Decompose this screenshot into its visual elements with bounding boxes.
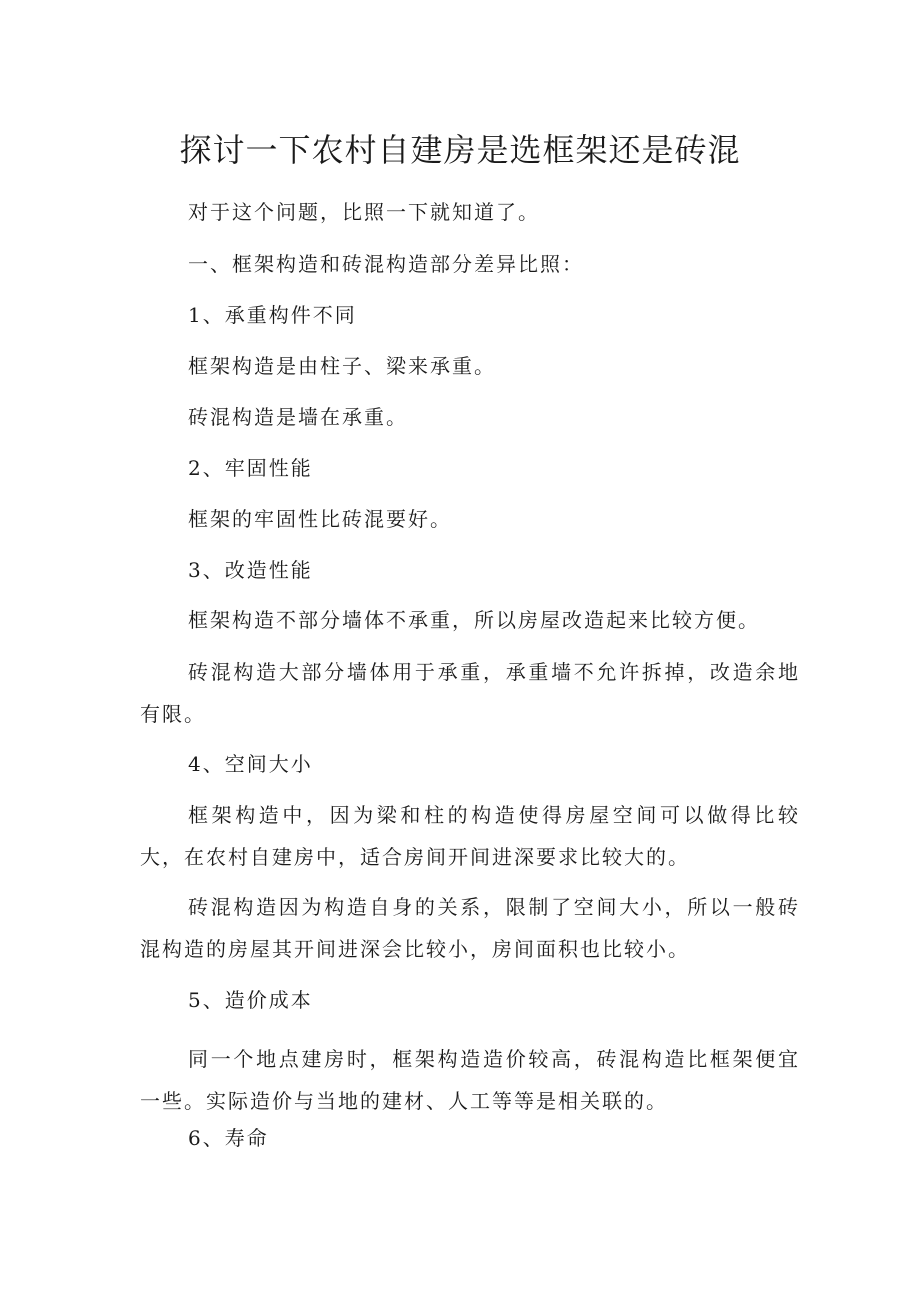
paragraph-cost: 同一个地点建房时，框架构造造价较高，砖混构造比框架便宜一些。实际造价与当地的建材、人工等等是相关联的。	[140, 1047, 800, 1113]
paragraph-brick-load: 砖混构造是墙在承重。	[188, 405, 408, 429]
paragraph-frame-renovation: 框架构造不部分墙体不承重，所以房屋改造起来比较方便。	[188, 608, 760, 632]
paragraph-frame-space: 框架构造中，因为梁和柱的构造使得房屋空间可以做得比较大，在农村自建房中，适合房间开间进深要求比较大的。	[140, 803, 800, 869]
subheading-lifespan: 6、寿命	[188, 1126, 269, 1150]
subheading-renovation: 3、改造性能	[188, 558, 313, 582]
subheading-space-size: 4、空间大小	[188, 752, 313, 776]
paragraph-brick-space: 砖混构造因为构造自身的关系，限制了空间大小，所以一般砖混构造的房屋其开间进深会比较小，房间面积也比较小。	[140, 895, 800, 961]
subheading-load-bearing: 1、承重构件不同	[188, 303, 357, 327]
subheading-firmness: 2、牢固性能	[188, 456, 313, 480]
page-title: 探讨一下农村自建房是选框架还是砖混	[179, 131, 741, 169]
paragraph-frame-load: 框架构造是由柱子、梁来承重。	[188, 354, 496, 378]
paragraph-firmness: 框架的牢固性比砖混要好。	[188, 507, 452, 531]
subheading-cost: 5、造价成本	[188, 988, 313, 1012]
paragraph-intro: 对于这个问题，比照一下就知道了。	[188, 200, 540, 224]
paragraph-brick-renovation: 砖混构造大部分墙体用于承重，承重墙不允许拆掉，改造余地有限。	[140, 660, 800, 726]
section-heading-comparison: 一、框架构造和砖混构造部分差异比照：	[188, 252, 584, 276]
